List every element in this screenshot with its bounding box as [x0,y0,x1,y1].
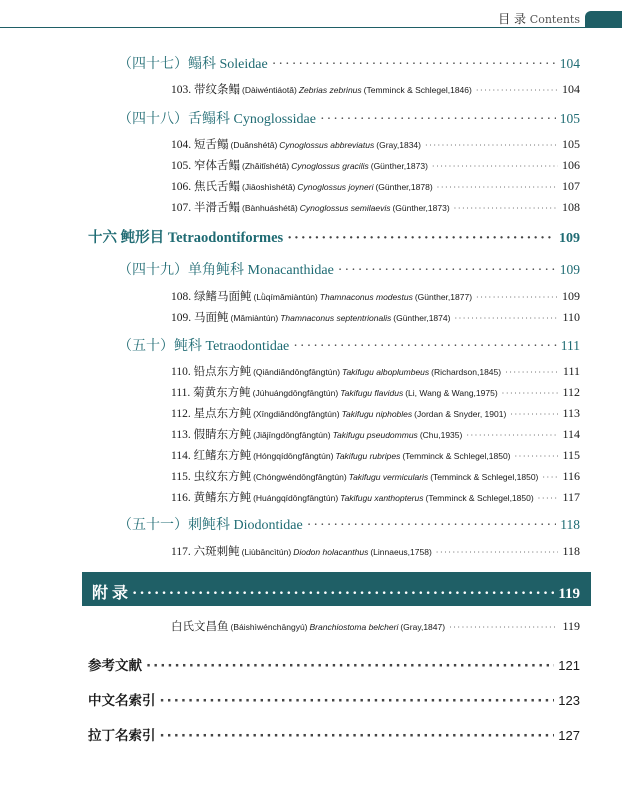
toc-entry-species-111[interactable] [171,384,580,400]
species-latin: Zebrias zebrinus [298,85,362,95]
species-name-cn: 105. 窄体舌鳎 [171,160,240,172]
toc-entry-family-50[interactable] [118,335,580,355]
species-latin: Takifugu alboplumbeus [342,367,430,377]
species-name-cn: 112. 星点东方鲀 [171,408,252,420]
page-number: 107 [562,179,580,193]
page-number: 114 [562,427,580,441]
toc-entry-species-117[interactable] [171,543,580,559]
species-pinyin: (Hóngqídōngfāngtún) [253,451,334,461]
toc-entry-chinese-index[interactable] [88,689,580,709]
leader-dots [146,658,554,674]
page-number: 127 [558,728,580,743]
species-author: (Temminck & Schlegel,1846) [363,85,472,95]
species-author: (Linnaeus,1758) [370,547,432,557]
leader-dots [307,518,557,534]
species-name-cn: 104. 短舌鳎 [171,139,229,151]
species-author: (Temminck & Schlegel,1850) [430,472,539,482]
leader-dots [132,585,554,603]
order-label: 十六 鲀形目 Tetraodontiformes [88,230,284,246]
page-number: 113 [562,406,580,420]
species-name-cn: 106. 焦氏舌鳎 [171,181,240,193]
species-author: (Chu,1935) [419,430,463,440]
toc-entry-order-16[interactable] [88,226,580,247]
toc-entry-species-104[interactable] [171,136,580,152]
species-latin: Cynoglossus joyneri [297,182,374,192]
species-author: (Temminck & Schlegel,1850) [425,493,534,503]
species-pinyin: (Jiǎjīngdōngfāngtún) [253,430,331,440]
page-number: 115 [562,448,580,462]
species-author: (Temminck & Schlegel,1850) [402,451,511,461]
leader-dots [437,183,558,192]
species-name-cn: 103. 带纹条鳎 [171,84,240,96]
species-author: (Jordan & Snyder, 1901) [414,409,507,419]
leader-dots [476,293,558,302]
species-pinyin: (Mǎmiàntún) [230,313,279,323]
leader-dots [425,141,558,150]
toc-entry-species-114[interactable] [171,447,580,463]
species-name-cn: 109. 马面鲀 [171,312,229,324]
family-label: （四十七）鳎科 Soleidae [118,57,268,72]
species-latin: Cynoglossus gracilis [291,161,369,171]
species-latin: Cynoglossus semilaevis [299,203,391,213]
species-pinyin: (Zhǎitǐshétǎ) [242,161,290,171]
species-latin: Takifugu xanthopterus [340,493,424,503]
back-matter-label: 拉丁名索引 [88,728,156,744]
leader-dots [454,204,558,213]
species-pinyin: (Lǜqímǎmiàntún) [253,292,318,302]
toc-entry-appendix[interactable] [92,580,580,603]
species-latin: Branchiostoma belcheri [309,622,399,632]
page-number: 112 [562,385,580,399]
species-author: (Günther,1873) [370,161,428,171]
family-label: （四十九）单角鲀科 Monacanthidae [118,263,334,278]
page-number: 111 [560,338,580,353]
species-name-cn: 白氏文昌鱼 [171,621,229,633]
header-title-en: Contents [529,13,580,26]
toc-entry-appendix-species[interactable] [171,618,580,634]
species-author: (Günther,1873) [392,203,450,213]
species-author: (Günther,1877) [414,292,473,302]
species-author: (Günther,1874) [393,313,451,323]
page-number: 123 [558,693,580,708]
header-rule [0,27,622,28]
species-name-cn: 108. 绿鳍马面鲀 [171,291,252,303]
leader-dots [515,452,559,461]
species-pinyin: (Báishìwénchāngyú) [230,622,308,632]
leader-dots [160,693,555,709]
species-name-cn: 114. 红鳍东方鲀 [171,450,252,462]
leader-dots [449,623,558,632]
leader-dots [287,230,555,247]
species-name-cn: 115. 虫纹东方鲀 [171,471,252,483]
toc-entry-species-105[interactable] [171,157,580,173]
species-author: (Günther,1878) [375,182,433,192]
toc-entry-species-106[interactable] [171,178,580,194]
page-number: 109 [562,289,580,303]
leader-dots [320,112,556,128]
species-latin: Takifugu niphobles [341,409,413,419]
species-pinyin: (Qiāndiǎndōngfāngtún) [253,367,341,377]
leader-dots [510,410,558,419]
species-latin: Takifugu flavidus [340,388,404,398]
toc-entry-species-113[interactable] [171,426,580,442]
page-number: 104 [562,82,580,96]
leader-dots [454,314,558,323]
toc-entry-species-107[interactable] [171,199,580,215]
toc-entry-family-47[interactable] [118,53,580,73]
toc-entry-family-51[interactable] [118,514,580,534]
toc-entry-family-49[interactable] [118,259,580,279]
page-number: 111 [562,364,580,378]
toc-entry-species-116[interactable] [171,489,580,505]
toc-entry-species-109[interactable] [171,309,580,325]
header-title [498,10,580,27]
species-latin: Takifugu pseudommus [332,430,418,440]
species-pinyin: (Duǎnshétǎ) [230,140,278,150]
species-name-cn: 113. 假睛东方鲀 [171,429,252,441]
page-number: 109 [559,231,580,246]
toc-entry-species-103[interactable] [171,81,580,97]
page-number: 106 [562,158,580,172]
page-number: 104 [559,56,580,71]
page-number: 119 [558,586,580,602]
back-matter-label: 参考文献 [88,658,142,674]
species-pinyin: (Xīngdiǎndōngfāngtún) [253,409,340,419]
species-latin: Diodon holacanthus [293,547,369,557]
species-author: (Gray,1847) [400,622,446,632]
leader-dots [542,473,558,482]
species-latin: Thamnaconus septentrionalis [280,313,392,323]
species-pinyin: (Júhuángdōngfāngtún) [252,388,339,398]
species-name-cn: 117. 六斑刺鲀 [171,546,240,558]
species-latin: Takifugu rubripes [335,451,401,461]
toc-entry-species-110[interactable] [171,363,580,379]
species-name-cn: 107. 半滑舌鳎 [171,202,240,214]
species-latin: Thamnaconus modestus [319,292,413,302]
species-pinyin: (Bànhuáshétǎ) [242,203,298,213]
page-number: 108 [562,200,580,214]
species-pinyin: (Chóngwéndōngfāngtún) [253,472,347,482]
header-title-cn: 目 录 [498,12,526,26]
back-matter-label: 中文名索引 [88,693,156,709]
leader-dots [432,162,558,171]
page-number: 121 [558,658,580,673]
species-author: (Li, Wang & Wang,1975) [405,388,498,398]
page-number: 118 [560,517,580,532]
leader-dots [293,339,556,355]
toc-entry-species-108[interactable] [171,288,580,304]
leader-dots [502,389,559,398]
page-number: 116 [562,469,580,483]
species-latin: Cynoglossus abbreviatus [279,140,375,150]
leader-dots [160,728,555,744]
family-label: （五十）鲀科 Tetraodontidae [118,339,290,354]
species-name-cn: 116. 黄鳍东方鲀 [171,492,252,504]
toc-entry-references[interactable] [88,654,580,674]
header-tab [585,11,622,27]
species-pinyin: (Liùbāncìtún) [241,547,292,557]
leader-dots [505,368,559,377]
appendix-label: 附 录 [92,585,129,602]
species-pinyin: (Dàiwéntiáotǎ) [242,85,297,95]
page-header [0,0,622,40]
page-number: 109 [559,262,580,277]
species-pinyin: (Jiāoshìshétǎ) [242,182,296,192]
toc-entry-species-112[interactable] [171,405,580,421]
leader-dots [436,548,559,557]
page-number: 118 [562,544,580,558]
leader-dots [338,263,556,279]
species-name-cn: 111. 菊黄东方鲀 [171,387,251,399]
species-name-cn: 110. 铅点东方鲀 [171,366,252,378]
leader-dots [272,57,556,73]
page-number: 117 [562,490,580,504]
species-pinyin: (Huángqídōngfāngtún) [253,493,339,503]
toc-entry-latin-index[interactable] [88,724,580,744]
leader-dots [476,86,558,95]
family-label: （四十八）舌鳎科 Cynoglossidae [118,112,316,127]
species-author: (Gray,1834) [376,140,421,150]
family-label: （五十一）刺鲀科 Diodontidae [118,518,303,533]
toc-entry-species-115[interactable] [171,468,580,484]
page-number: 119 [562,619,580,633]
species-latin: Takifugu vermicularis [348,472,429,482]
toc-entry-family-48[interactable] [118,108,580,128]
page-number: 105 [559,111,580,126]
leader-dots [466,431,558,440]
species-author: (Richardson,1845) [431,367,502,377]
page-number: 110 [562,310,580,324]
leader-dots [538,494,559,503]
page-number: 105 [562,137,580,151]
